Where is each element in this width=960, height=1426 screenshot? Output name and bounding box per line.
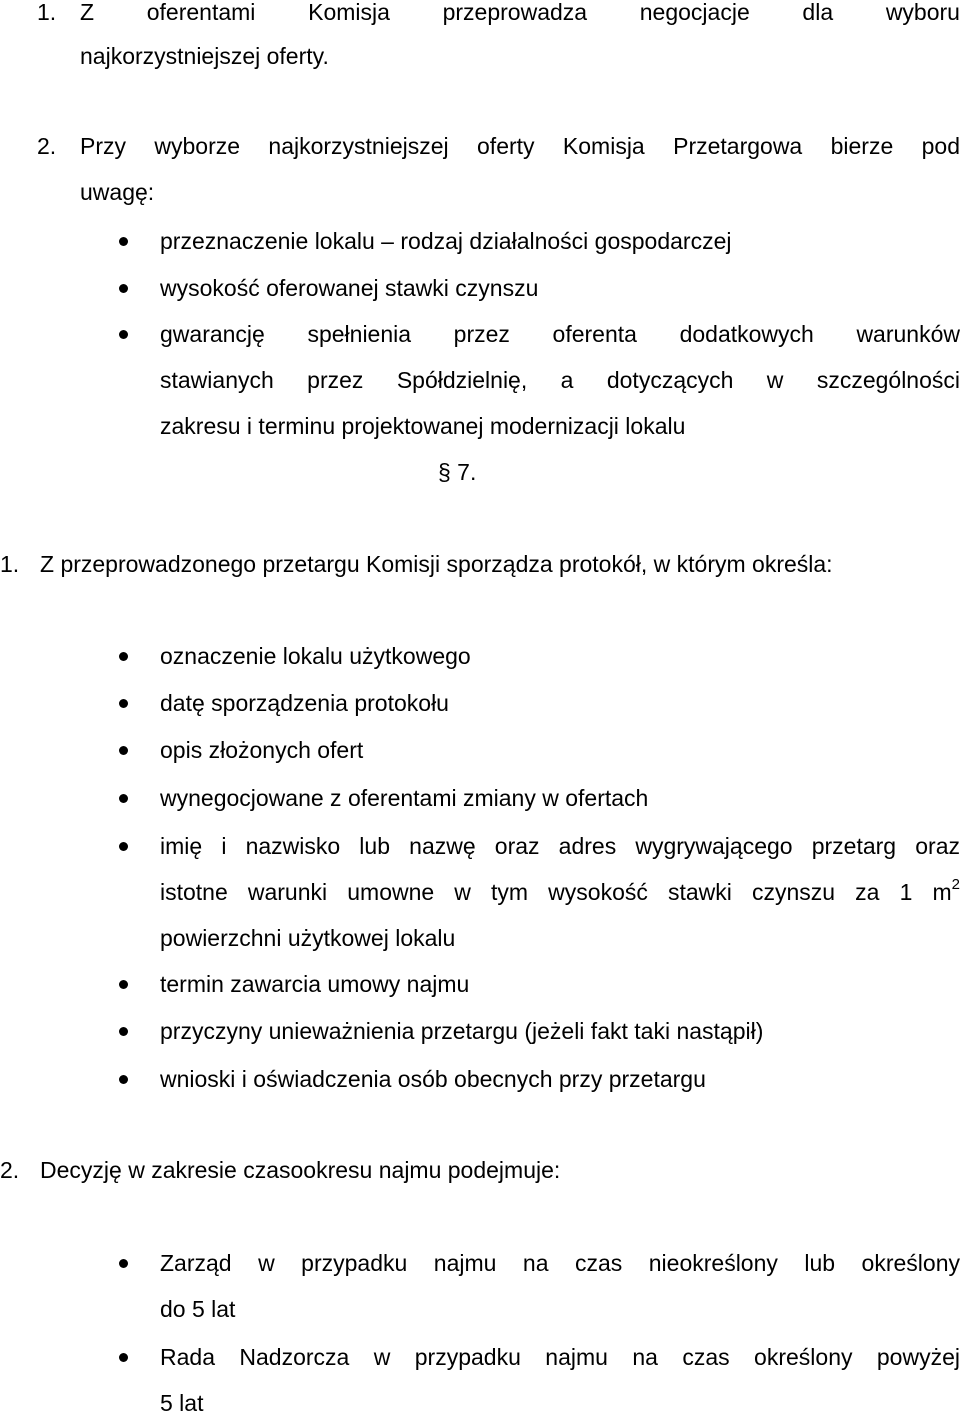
bullet-icon [119,1027,128,1036]
bullet-icon [119,1075,128,1084]
item-text-line-1 [80,0,960,35]
bullet-icon [119,237,128,246]
bullet-text: wysokość oferowanej stawki czynszu [160,275,539,301]
bullet-text: oznaczenie lokalu użytkowego [160,643,471,669]
item-number: 2. [37,133,57,159]
bullet-icon [119,842,128,851]
bullet-text: datę sporządzenia protokołu [160,690,449,716]
item-text: Decyzję w zakresie czasookresu najmu podejmuje: [40,1157,561,1183]
word: Komisja [308,0,390,25]
bullet-text: termin zawarcia umowy najmu [160,971,470,997]
superscript: 2 [951,876,960,894]
bullet-icon [119,284,128,293]
bullet-icon [119,1353,128,1362]
item-number: 1. [37,0,57,25]
bullet-icon [119,980,128,989]
item-number: 2. [0,1157,20,1183]
item-number: 1. [0,551,20,577]
word: oferentami [146,0,256,25]
section-heading: § 7. [438,459,477,485]
word: Z [80,0,95,25]
bullet-text: Rada Nadzorcza w przypadku najmu na czas określony powyżej 5 lat [160,1344,960,1416]
item-text-line-2: uwagę: [80,179,155,205]
bullet-icon [119,794,128,803]
bullet-icon [119,1259,128,1268]
bullet-text: wnioski i oświadczenia osób obecnych przy przetargu [160,1066,706,1092]
bullet-icon [119,746,128,755]
bullet-text: opis złożonych ofert [160,737,364,763]
bullet-text: Zarząd w przypadku najmu na czas nieokreślony lub określony do 5 lat [160,1250,960,1322]
bullet-icon [119,330,128,339]
bullet-icon [119,699,128,708]
item-text-line-2: najkorzystniejszej oferty. [80,43,329,69]
bullet-text: wynegocjowane z oferentami zmiany w ofertach [160,785,649,811]
bullet-text: gwarancję spełnienia przez oferenta dodatkowych warunków stawianych przez Spółdzielnię, a dotyczących w szczególności zakresu i terminu projektowanej modernizacji lokalu [160,321,960,439]
word: wyboru [885,0,960,25]
bullet-text: przeznaczenie lokalu – rodzaj działalności gospodarczej [160,228,732,254]
item-text: Z przeprowadzonego przetargu Komisji sporządza protokół, w którym określa: [40,551,833,577]
word: negocjacje [639,0,750,25]
word: dla [802,0,834,25]
bullet-icon [119,652,128,661]
bullet-text: przyczyny unieważnienia przetargu (jeżeli fakt taki nastąpił) [160,1018,764,1044]
word: przeprowadza [442,0,588,25]
bullet-text: imię i nazwisko lub nazwę oraz adres wygrywającego przetarg oraz istotne warunki umowne w tym wysokość stawki czynszu za 1 $m^2$ powierzchni użytkowej lokalu [160,833,960,951]
item-text-line-1: Przy wyborze najkorzystniejszej oferty Komisja Przetargowa bierze pod [80,133,960,159]
